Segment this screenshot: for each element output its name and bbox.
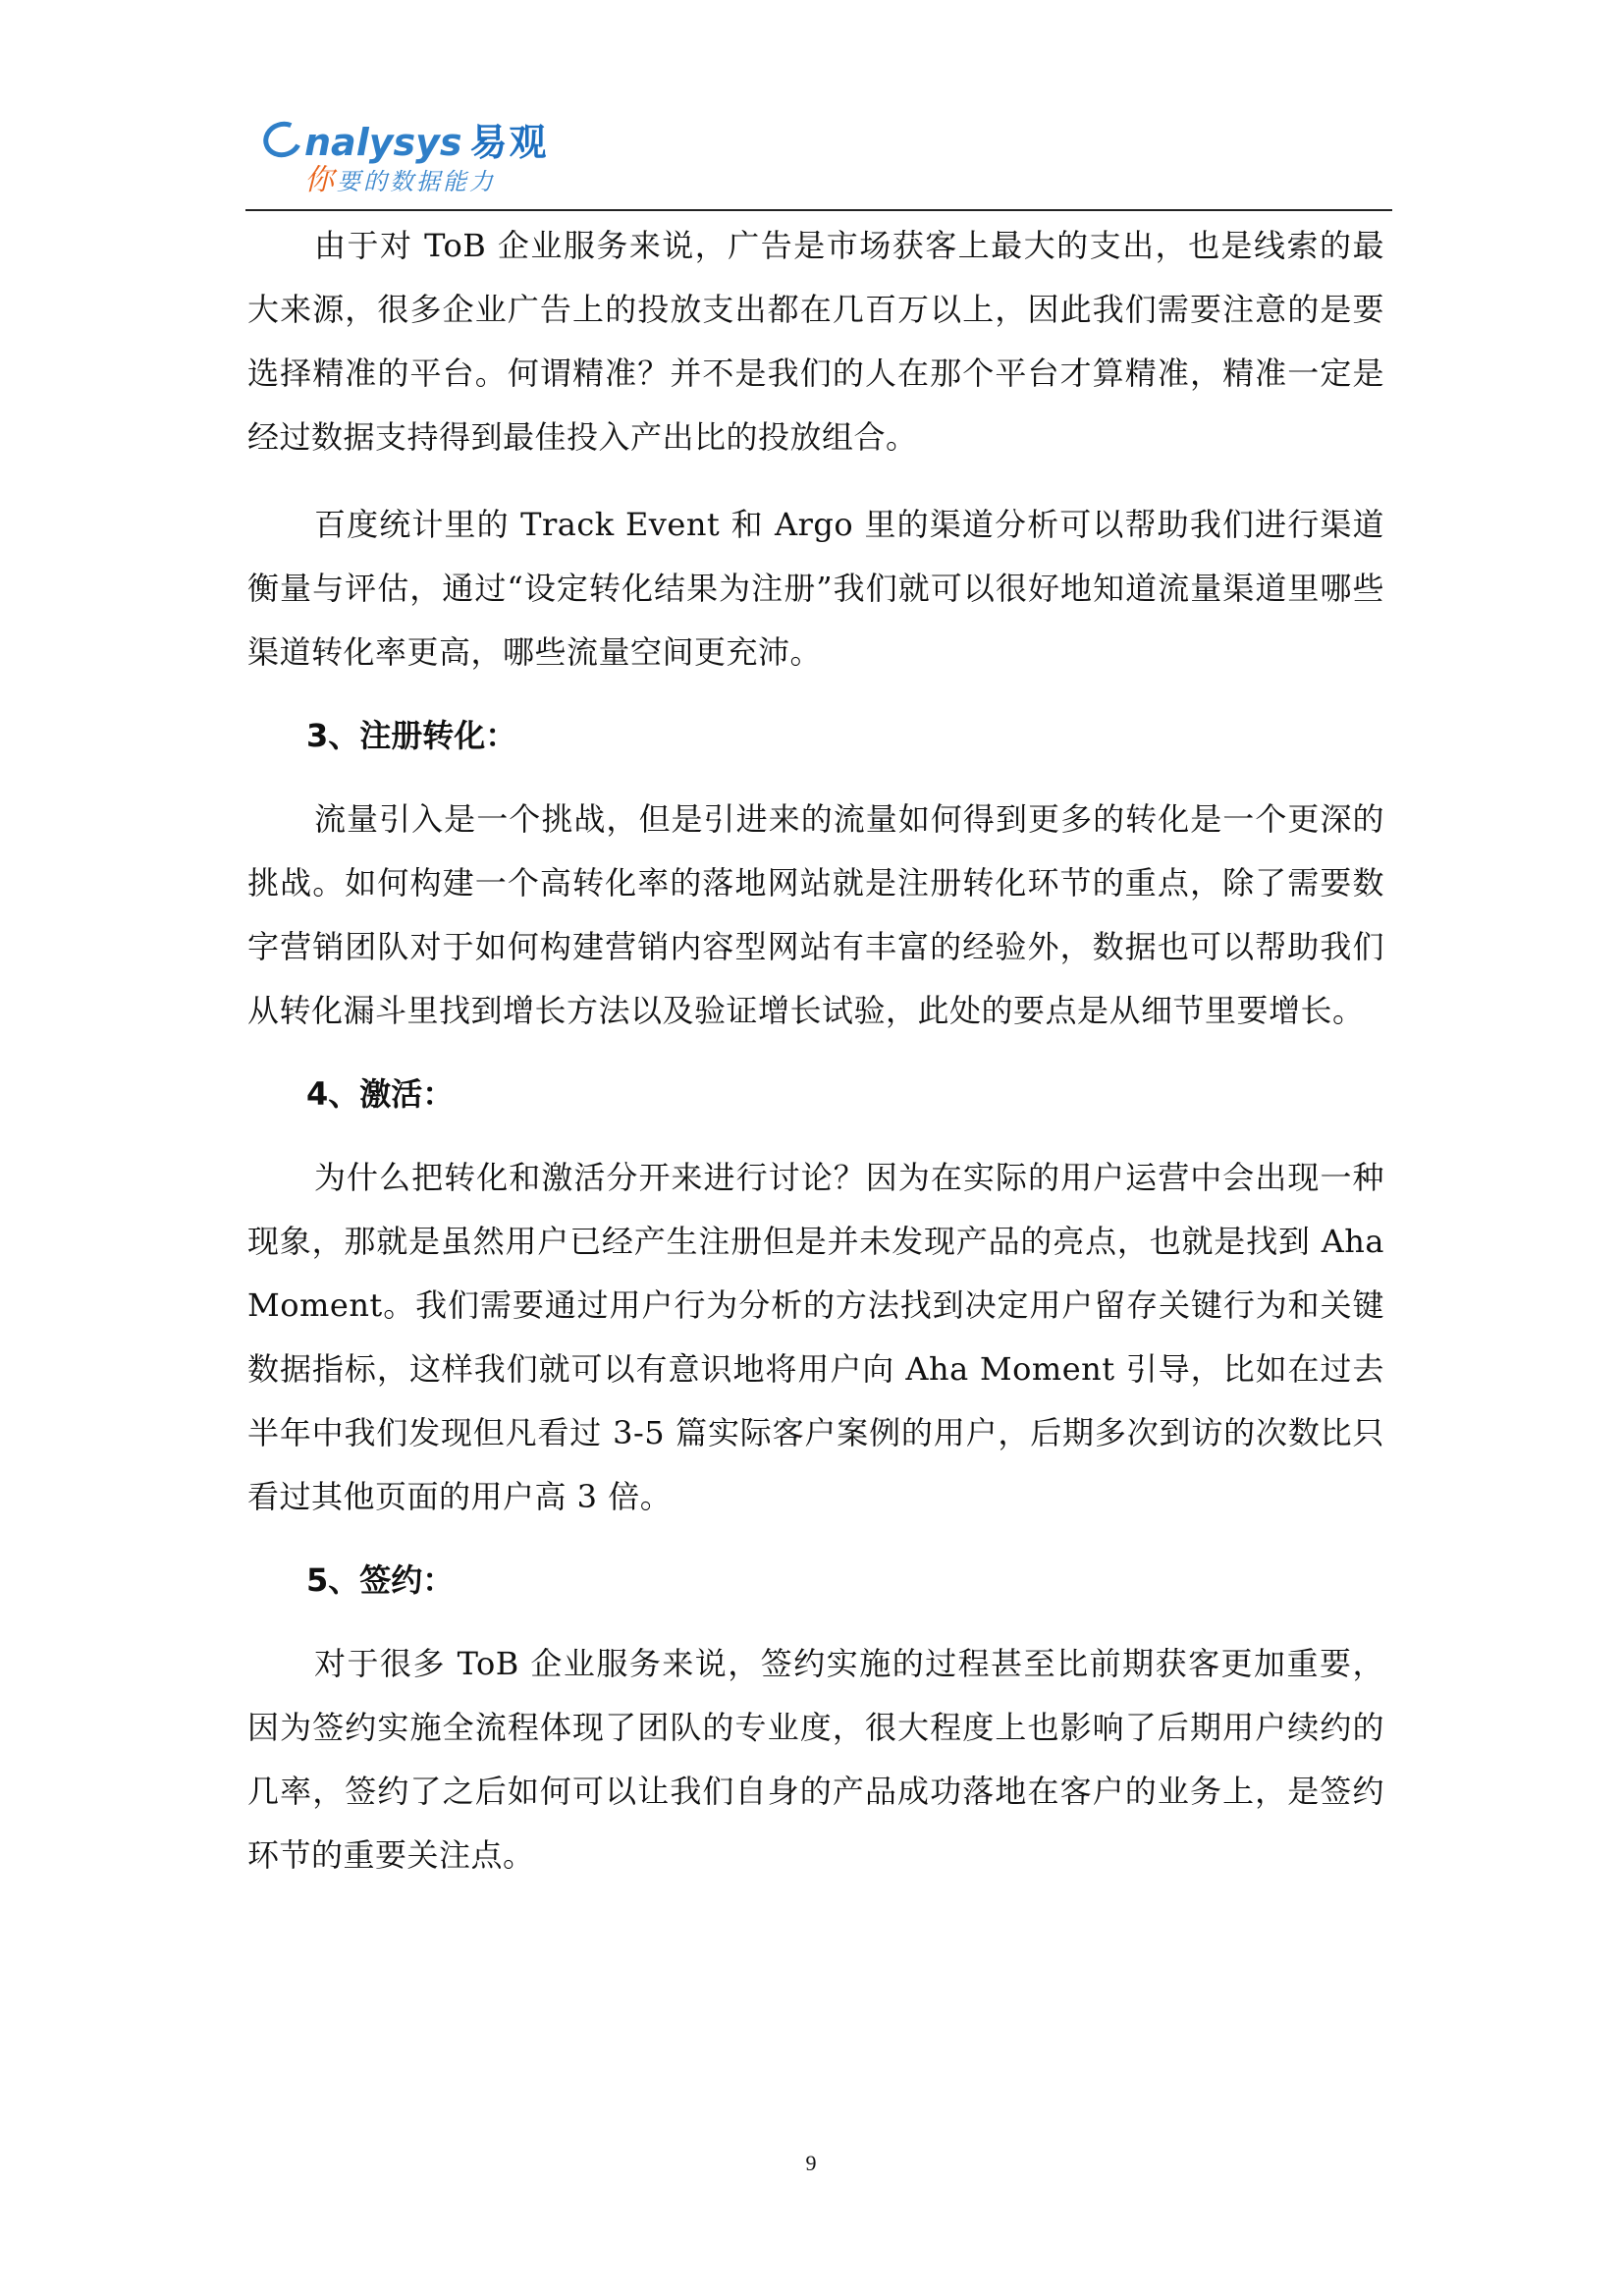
paragraph-advertising: 由于对 ToB 企业服务来说，广告是市场获客上最大的支出，也是线索的最大来源，很多企业广告上的投放支出都在几百万以上，因此我们需要注意的是要选择精准的平台。何谓精准？并不是我们的人在那个平台才算精准，精准一定是经过数据支持得到最佳投入产出比的投放组合。 <box>247 227 1384 456</box>
analysys-logo <box>263 116 617 204</box>
page-number: 9 <box>805 2151 817 2175</box>
logo-wordmark <box>263 120 549 165</box>
document-body <box>247 214 1384 1887</box>
tagline-text: 要的数据能力 <box>337 168 496 195</box>
page-header <box>245 116 1392 212</box>
heading-signing: 5、签约： <box>306 1561 455 1599</box>
paragraph-registration-conversion: 流量引入是一个挑战，但是引进来的流量如何得到更多的转化是一个更深的挑战。如何构建一个高转化率的落地网站就是注册转化环节的重点，除了需要数字营销团队对于如何构建营销内容型网站有丰富的经验外，数据也可以帮助我们从转化漏斗里找到增长方法以及验证增长试验，此处的要点是从细节里要增长。 <box>247 800 1384 1029</box>
logo-a-swoosh-icon <box>258 116 307 163</box>
heading-registration-conversion: 3、注册转化： <box>306 717 517 754</box>
heading-activation: 4、激活： <box>306 1075 455 1113</box>
paragraph-activation: 为什么把转化和激活分开来进行讨论？因为在实际的用户运营中会出现一种现象，那就是虽然用户已经产生注册但是并未发现产品的亮点，也就是找到 Aha Moment。我们需要通过用户行为分析的方法找到决定用户留存关键行为和关键数据指标，这样我们就可以有意识地将用户向 Aha Moment 引导，比如在过去半年中我们发现但凡看过 3-5 篇实际客户案例的用户，后期多次到访的次数比只看过其他页面的用户高 3 倍。 <box>247 1159 1384 1515</box>
tagline-accent: 你 <box>304 163 337 197</box>
paragraph-signing: 对于很多 ToB 企业服务来说，签约实施的过程甚至比前期获客更加重要，因为签约实施全流程体现了团队的专业度，很大程度上也影响了后期用户续约的几率，签约了之后如何可以让我们自身的产品成功落地在客户的业务上，是签约环节的重要关注点。 <box>247 1645 1384 1874</box>
logo-tagline <box>304 165 496 197</box>
logo-english: nalysys <box>304 121 462 164</box>
paragraph-channel-analysis: 百度统计里的 Track Event 和 Argo 里的渠道分析可以帮助我们进行渠道衡量与评估，通过“设定转化结果为注册”我们就可以很好地知道流量渠道里哪些渠道转化率更高，哪些流量空间更充沛。 <box>247 506 1384 671</box>
logo-chinese: 易观 <box>469 121 549 164</box>
header-divider <box>245 209 1392 211</box>
